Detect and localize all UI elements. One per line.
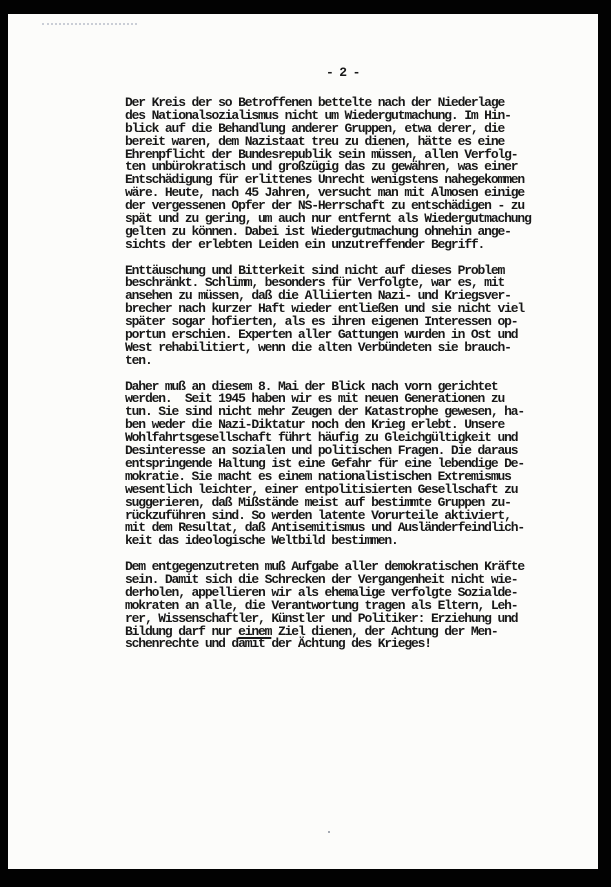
text-line: sein. Damit sich die Schrecken der Vergangenheit nicht wie- [125,571,518,587]
text-line: entspringende Haltung ist eine Gefahr für eine lebendige De- [125,455,525,471]
text-line: Dem entgegenzutreten muß Aufgabe aller demokratischen Kräfte [125,559,525,575]
text-line: Bildung darf nur einem Ziel dienen, der Achtung der Men- [125,623,498,639]
scan-speckle [328,831,330,833]
text-line: des Nationalsozialismus nicht um Wiedergutmachung. Im Hin- [125,107,511,123]
text-line: sichts der erlebten Leiden ein unzutreffender Begriff. [125,236,485,252]
page-number: - 2 - [326,65,360,80]
text-line: derholen, appellieren wir als ehemalige verfolgte Sozialde- [125,584,518,600]
text-line: der vergessenen Opfer der NS-Herrschaft zu entschädigen - zu [125,198,525,214]
text-line: ben weder die Nazi-Diktatur noch den Krieg erlebt. Unsere [125,417,505,433]
text-line: West rehabilitiert, wenn die alten Verbündeten sie brauch- [125,339,511,355]
text-line: tun. Sie sind nicht mehr Zeugen der Katastrophe gewesen, ha- [125,404,525,420]
text-line: werden. Seit 1945 haben wir es mit neuen Generationen zu [125,391,505,407]
text-line: blick auf die Behandlung anderer Gruppen, etwa derer, die [125,120,505,136]
text-line: mokraten an alle, die Verantwortung tragen als Eltern, Leh- [125,597,518,613]
underlined-word: einem [238,623,272,639]
text-line: spät und zu gering, um auch nur entfernt als Wiedergutmachung [125,211,531,227]
paragraph [125,378,541,549]
text-line: Desinteresse an sozialen und politischen Fragen. Die daraus [125,443,518,459]
scanned-page [8,14,598,869]
text-line: ten. [125,352,152,368]
text-line: keit das ideologische Weltbild bestimmen. [125,533,398,549]
text-line: portun erschien. Experten aller Gattungen wurden in Ost und [125,327,518,343]
text-line: Der Kreis der so Betroffenen bettelte nach der Niederlage [125,95,505,110]
text-line: mokratie. Sie macht es einem nationalistischen Extremismus [125,468,511,484]
text-line: beschränkt. Schlimm, besonders für Verfolgte, war es, mit [125,275,505,291]
paragraph [125,561,541,651]
text-line: schenrechte und damit der Ächtung des Krieges! [125,636,431,652]
text-line: bereit waren, dem Nazistaat treu zu dienen, hätte es eine [125,133,505,149]
text-line: suggerieren, daß Mißstände meist auf bestimmte Gruppen zu- [125,494,511,510]
text-line: später sogar hofierten, als es ihren eigenen Interessen op- [125,314,518,330]
text-line: Ehrenpflicht der Bundesrepublik sein müssen, allen Verfolg- [125,146,518,162]
page-body-text [125,97,541,651]
text-line: wäre. Heute, nach 45 Jahren, versucht man mit Almosen einige [125,185,525,201]
text-line: Daher muß an diesem 8. Mai der Blick nach vorn gerichtet [125,378,498,394]
paragraph [125,262,541,368]
scan-artifact-dots [42,23,137,25]
text-line: rückzuführen sind. So werden latente Vorurteile aktiviert, [125,507,511,523]
text-line: wesentlich leichter, einer entpolitisierten Gesellschaft zu [125,481,518,497]
text-line: mit dem Resultat, daß Antisemitismus und Ausländerfeindlich- [125,520,525,536]
text-line: brecher nach kurzer Haft wieder entließen und sie nicht viel [125,301,525,317]
text-line: Entschädigung für erlittenes Unrecht wenigstens nahegekommen [125,172,525,188]
text-line: gelten zu können. Dabei ist Wiedergutmachung ohnehin ange- [125,223,511,239]
text-line: Enttäuschung und Bitterkeit sind nicht auf dieses Problem [125,262,505,278]
text-line: ten unbürokratisch und großzügig das zu gewähren, was einer [125,159,518,175]
text-line: Wohlfahrtsgesellschaft führt häufig zu Gleichgültigkeit und [125,430,518,446]
text-line: ansehen zu müssen, daß die Alliierten Nazi- und Kriegsver- [125,288,511,304]
paragraph [125,97,541,252]
text-line: rer, Wissenschaftler, Künstler und Politiker: Erziehung und [125,610,518,626]
